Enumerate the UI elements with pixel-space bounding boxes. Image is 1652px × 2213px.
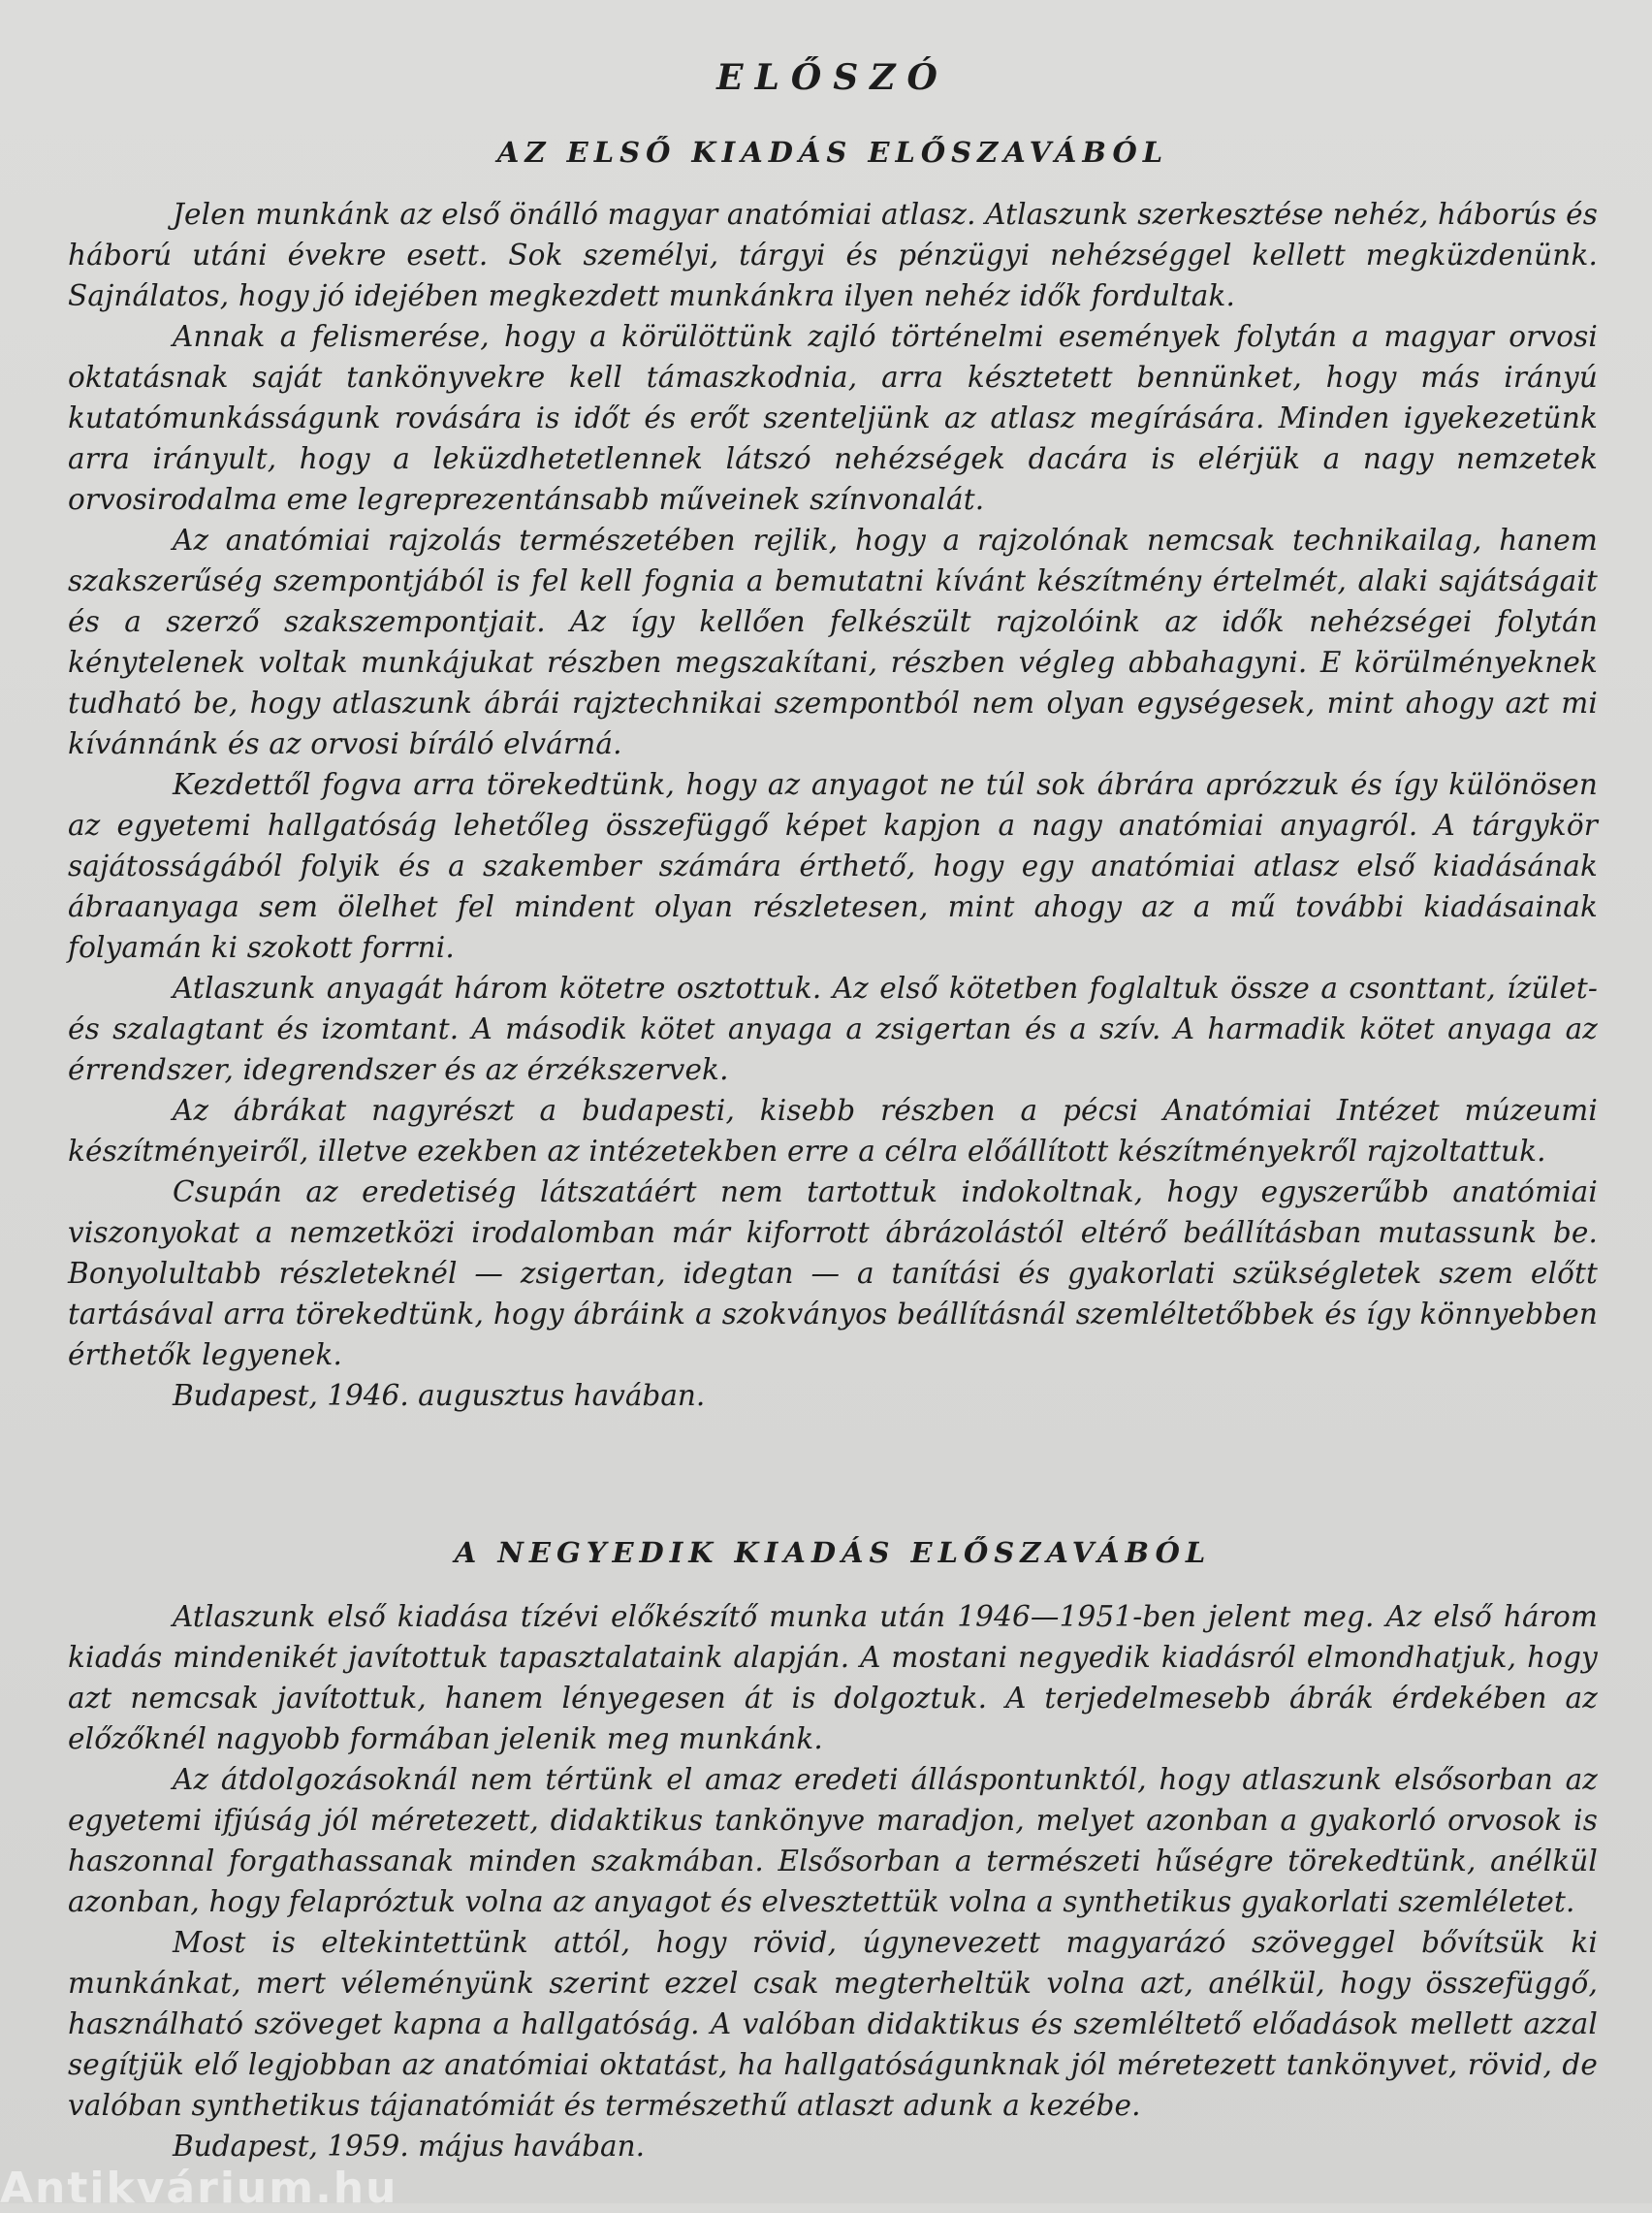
page-title: ELŐSZÓ xyxy=(716,57,949,98)
paragraph: Atlaszunk első kiadása tízévi előkészítő munka után 1946—1951-ben jelent meg. Az első három kiadás mindenikét javítottuk tapasztalataink alapján. A mostani negyedik kiadásról elmondhatjuk, hogy azt nemcsak javítottuk, hanem lényegesen át is dolgoztuk. A terjedelmesebb ábrák érdekében az előzőknél nagyobb formában jelenik meg munkánk. xyxy=(68,1600,1598,1755)
dateline: Budapest, 1959. május havában. xyxy=(173,2130,645,2163)
paragraph: Most is eltekintettünk attól, hogy rövid, úgynevezett magyarázó szöveggel bővítsük ki munkánkat, mert véleményünk szerint ezzel csak megterheltük volna azt, anélkül, hogy összefüggő, használható szöveget kapna a hallgatóság. A valóban didaktikus és szemléltető előadások mellett azzal segítjük elő legjobban az anatómiai oktatást, ha hallgatóságunknak jól méretezett tankönyvet, rövid, de valóban synthetikus tájanatómiát és természethű atlaszt adunk a kezébe. xyxy=(68,1926,1598,2122)
section-body-fourth-edition xyxy=(68,1596,1598,2166)
text-column xyxy=(68,35,1598,2166)
section-heading-fourth-edition: A NEGYEDIK KIADÁS ELŐSZAVÁBÓL xyxy=(454,1536,1212,1569)
section-heading-first-edition: AZ ELSŐ KIADÁS ELŐSZAVÁBÓL xyxy=(496,136,1169,169)
paragraph: Az átdolgozásoknál nem tértünk el amaz eredeti álláspontunktól, hogy atlaszunk elsősorban az egyetemi ifjúság jól méretezett, didaktikus tankönyve maradjon, melyet azonban a gyakorló orvosok is haszonnal forgathassanak minden szakmában. Elsősorban a természeti hűségre törekedtünk, anélkül azonban, hogy felapróztuk volna az anyagot és elvesztettük volna a synthetikus gyakorlati szemléletet. xyxy=(68,1763,1598,1918)
watermark: Antikvárium.hu xyxy=(0,2164,398,2213)
section-body-first-edition xyxy=(68,194,1598,1416)
paragraph: Kezdettől fogva arra törekedtünk, hogy az anyagot ne túl sok ábrára aprózzuk és így különösen az egyetemi hallgatóság lehetőleg összefüggő képet kapjon a nagy anatómiai anyagról. A tárgykör sajátosságából folyik és a szakember számára érthető, hogy egy anatómiai atlasz első kiadásának ábraanyaga sem ölelhet fel mindent olyan részletesen, mint ahogy az a mű további kiadásainak folyamán ki szokott forrni. xyxy=(68,768,1598,964)
dateline: Budapest, 1946. augusztus havában. xyxy=(173,1379,706,1412)
paragraph: Csupán az eredetiség látszatáért nem tartottuk indokoltnak, hogy egyszerűbb anatómiai viszonyokat a nemzetközi irodalomban már kiforrott ábrázolástól eltérő beállításban mutassunk be. Bonyolultabb részleteknél — zsigertan, idegtan — a tanítási és gyakorlati szükségletek szem előtt tartásával arra törekedtünk, hogy ábráink a szokványos beállításnál szemléltetőbbek és így könnyebben érthetők legyenek. xyxy=(68,1175,1598,1371)
paragraph: Az ábrákat nagyrészt a budapesti, kisebb részben a pécsi Anatómiai Intézet múzeumi készítményeiről, illetve ezekben az intézetekben erre a célra előállított készítményekről rajzoltattuk. xyxy=(68,1094,1598,1168)
paragraph: Annak a felismerése, hogy a körülöttünk zajló történelmi események folytán a magyar orvosi oktatásnak saját tankönyvekre kell támaszkodnia, arra késztetett bennünket, hogy más irányú kutatómunkásságunk rovására is időt és erőt szenteljünk az atlasz megírására. Minden igyekezetünk arra irányult, hogy a leküzdhetetlennek látszó nehézségek dacára is elérjük a nagy nemzetek orvosirodalma eme legreprezentánsabb műveinek színvonalát. xyxy=(68,320,1598,516)
paragraph: Az anatómiai rajzolás természetében rejlik, hogy a rajzolónak nemcsak technikailag, hanem szakszerűség szempontjából is fel kell fognia a bemutatni kívánt készítmény értelmét, alaki sajátságait és a szerző szakszempontjait. Az így kellően felkészült rajzolóink az idők nehézségei folytán kénytelenek voltak munkájukat részben megszakítani, részben végleg abbahagyni. E körülményeknek tudható be, hogy atlaszunk ábrái rajztechnikai szempontból nem olyan egységesek, mint ahogy azt mi kívánnánk és az orvosi bíráló elvárná. xyxy=(68,524,1598,760)
paragraph: Jelen munkánk az első önálló magyar anatómiai atlasz. Atlaszunk szerkesztése nehéz, háborús és háború utáni évekre esett. Sok személyi, tárgyi és pénzügyi nehézséggel kellett megküzdenünk. Sajnálatos, hogy jó idejében megkezdett munkánkra ilyen nehéz idők fordultak. xyxy=(68,198,1598,312)
paragraph: Atlaszunk anyagát három kötetre osztottuk. Az első kötetben foglaltuk össze a csonttant, ízület- és szalagtant és izomtant. A második kötet anyaga a zsigertan és a szív. A harmadik kötet anyaga az érrendszer, idegrendszer és az érzékszervek. xyxy=(68,972,1598,1086)
